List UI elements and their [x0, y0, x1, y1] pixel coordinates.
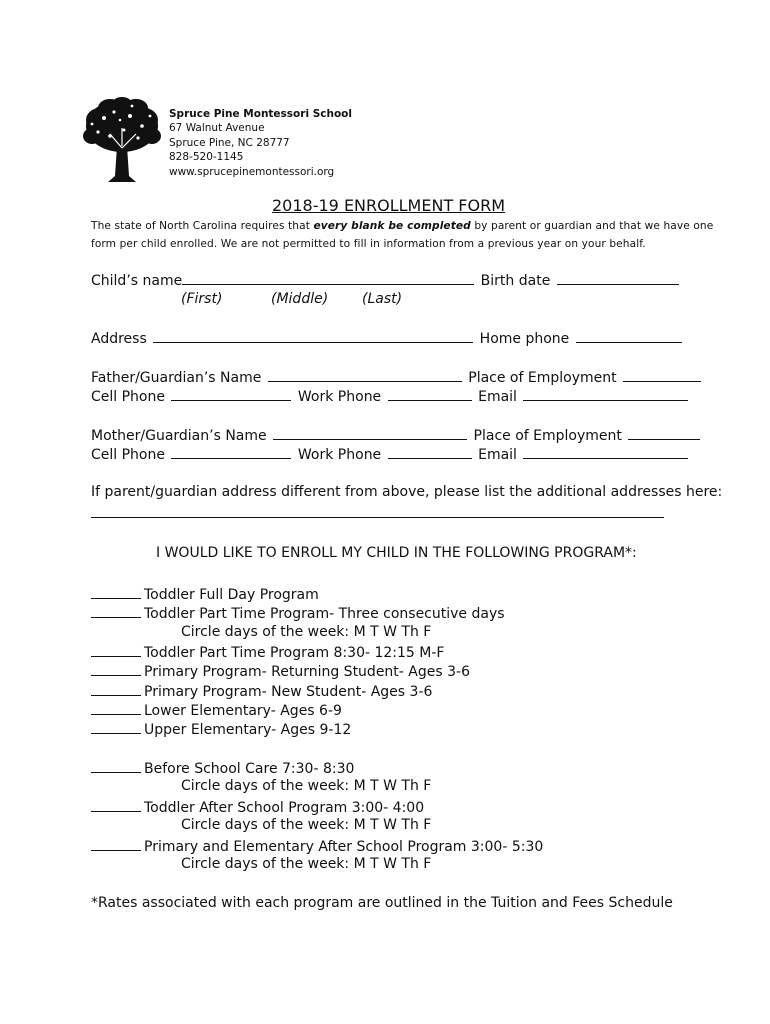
intro-text: The state of North Carolina requires that: [91, 220, 314, 232]
first-label: (First): [181, 291, 223, 307]
program-blank[interactable]: [91, 798, 141, 812]
intro-line-2: form per child enrolled. We are not permitted to fill in information from a previous year on your behalf.: [91, 238, 646, 250]
father-email-label: Email: [478, 389, 517, 405]
school-name: Spruce Pine Montessori School: [169, 108, 352, 120]
father-employment-label: Place of Employment: [468, 370, 617, 386]
program-blank[interactable]: [91, 701, 141, 715]
birth-date-label: Birth date: [480, 273, 551, 289]
mother-name-label: Mother/Guardian’s Name: [91, 428, 267, 444]
mother-work-field[interactable]: [388, 445, 472, 459]
program-blank[interactable]: [91, 662, 141, 676]
program-label: Upper Elementary- Ages 9-12: [144, 722, 352, 738]
mother-phone-row: [91, 445, 690, 463]
circle-days: Circle days of the week: M T W Th F: [181, 624, 432, 640]
care-program-row: [91, 798, 424, 816]
father-work-field[interactable]: [388, 387, 472, 401]
program-blank[interactable]: [91, 585, 141, 599]
program-blank[interactable]: [91, 643, 141, 657]
school-phone: 828-520-1145: [169, 151, 244, 164]
address-row: [91, 329, 684, 347]
tree-icon: [80, 96, 164, 184]
father-work-label: Work Phone: [297, 389, 382, 405]
program-blank[interactable]: [91, 837, 141, 851]
program-blank[interactable]: [91, 604, 141, 618]
care-program-row: [91, 759, 354, 777]
program-row: [91, 585, 319, 603]
program-blank[interactable]: [91, 720, 141, 734]
birth-date-field[interactable]: [557, 271, 679, 285]
school-city: Spruce Pine, NC 28777: [169, 136, 290, 149]
additional-address-label: If parent/guardian address different from above, please list the additional addresses here:: [91, 484, 723, 500]
program-row: [91, 701, 342, 719]
care-program-row: [91, 837, 543, 855]
program-row: [91, 643, 444, 661]
program-label: Before School Care 7:30- 8:30: [144, 761, 355, 777]
school-header: [169, 107, 352, 179]
father-employment-field[interactable]: [623, 368, 701, 382]
program-label: Toddler After School Program 3:00- 4:00: [144, 800, 425, 816]
last-label: (Last): [362, 291, 403, 307]
father-name-label: Father/Guardian’s Name: [91, 370, 262, 386]
footnote: *Rates associated with each program are outlined in the Tuition and Fees Schedule: [91, 895, 673, 911]
child-name-field[interactable]: [182, 271, 474, 285]
program-blank[interactable]: [91, 682, 141, 696]
mother-email-label: Email: [478, 447, 517, 463]
address-label: Address: [91, 331, 147, 347]
additional-address-field[interactable]: [91, 517, 664, 518]
child-name-label: Child’s name: [91, 273, 183, 289]
intro-text: by parent or guardian and that we have one: [470, 220, 714, 232]
middle-label: (Middle): [271, 291, 329, 307]
mother-employment-label: Place of Employment: [473, 428, 622, 444]
program-heading: I WOULD LIKE TO ENROLL MY CHILD IN THE FOLLOWING PROGRAM*:: [156, 545, 637, 561]
program-row: [91, 604, 505, 622]
home-phone-field[interactable]: [576, 329, 682, 343]
school-street: 67 Walnut Avenue: [169, 122, 265, 135]
program-label: Toddler Part Time Program- Three consecutive days: [144, 606, 505, 622]
program-label: Primary Program- Returning Student- Ages 3-6: [144, 664, 470, 680]
circle-days: Circle days of the week: M T W Th F: [181, 817, 432, 833]
home-phone-label: Home phone: [479, 331, 570, 347]
mother-cell-label: Cell Phone: [91, 447, 165, 463]
address-field[interactable]: [153, 329, 473, 343]
mother-cell-field[interactable]: [171, 445, 291, 459]
school-website: www.sprucepinemontessori.org: [169, 165, 335, 178]
form-title: 2018-19 ENROLLMENT FORM: [272, 196, 506, 215]
father-cell-label: Cell Phone: [91, 389, 165, 405]
school-logo: [80, 96, 164, 184]
father-phone-row: [91, 387, 690, 405]
mother-work-label: Work Phone: [297, 447, 382, 463]
program-label: Toddler Part Time Program 8:30- 12:15 M-F: [144, 645, 445, 661]
mother-name-field[interactable]: [273, 426, 467, 440]
father-row: [91, 368, 703, 386]
mother-email-field[interactable]: [523, 445, 688, 459]
program-label: Primary Program- New Student- Ages 3-6: [144, 684, 433, 700]
father-cell-field[interactable]: [171, 387, 291, 401]
program-row: [91, 682, 432, 700]
program-row: [91, 662, 470, 680]
program-label: Lower Elementary- Ages 6-9: [144, 703, 342, 719]
circle-days: Circle days of the week: M T W Th F: [181, 856, 432, 872]
father-email-field[interactable]: [523, 387, 688, 401]
program-row: [91, 720, 351, 738]
mother-employment-field[interactable]: [628, 426, 700, 440]
program-label: Primary and Elementary After School Program 3:00- 5:30: [144, 839, 544, 855]
child-name-row: [91, 271, 681, 289]
intro-line-1: [91, 220, 713, 232]
circle-days: Circle days of the week: M T W Th F: [181, 778, 432, 794]
intro-emphasis: every blank be completed: [313, 220, 471, 232]
mother-row: [91, 426, 702, 444]
program-label: Toddler Full Day Program: [144, 587, 319, 603]
father-name-field[interactable]: [268, 368, 462, 382]
program-blank[interactable]: [91, 759, 141, 773]
